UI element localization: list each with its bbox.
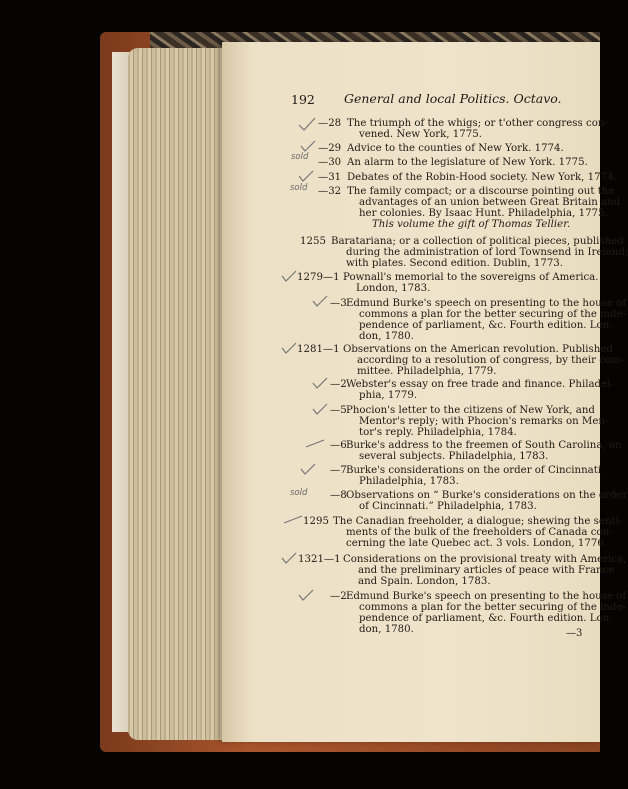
entry-line: Burke's address to the freemen of South Carolina, on [346, 440, 622, 451]
pencil-check-icon [281, 270, 297, 282]
entry-number: 1295 [303, 516, 329, 527]
entry-line: with plates. Second edition. Dublin, 1773. [346, 258, 564, 269]
entry-line: advantages of an union between Great Britain and [359, 197, 621, 208]
pencil-sold-note: sold [290, 183, 308, 193]
entry-number: —29 [318, 143, 342, 154]
entry-line: Pownall's memorial to the sovereigns of America. [343, 272, 599, 283]
pencil-check-icon [312, 377, 328, 389]
entry-number: —6 [330, 440, 347, 451]
entry-line: The family compact; or a discourse pointing out the [347, 186, 615, 197]
entry-line: several subjects. Philadelphia, 1783. [359, 451, 549, 462]
entry-line: Observations on “ Burke's considerations on the order [346, 490, 628, 501]
pencil-check-icon [298, 589, 314, 601]
entry-line: Observations on the American revolution. Published [343, 344, 613, 355]
entry-number: —7 [330, 465, 347, 476]
entry-number: —30 [318, 157, 342, 168]
pencil-check-icon [281, 342, 297, 354]
entry-line: phia, 1779. [359, 390, 418, 401]
entry-line: during the administration of lord Townsend in Ireland; [346, 247, 628, 258]
entry-line: Debates of the Robin-Hood society. New York, 1774. [347, 172, 617, 183]
entry-line: vened. New York, 1775. [359, 129, 482, 140]
pencil-check-icon [312, 403, 328, 415]
entry-line: commons a plan for the better securing of the inde- [359, 309, 626, 320]
entry-number: —28 [318, 118, 342, 129]
pencil-check-icon [298, 117, 316, 131]
entry-line: mittee. Philadelphia, 1779. [357, 366, 497, 377]
entry-number: 1321—1 [298, 554, 341, 565]
entry-line: Webster's essay on free trade and finance. Philadel- [346, 379, 614, 390]
pencil-sold-note: sold [291, 152, 309, 162]
entry-line: according to a resolution of congress, by their com- [357, 355, 625, 366]
pencil-check-icon [305, 438, 325, 450]
entry-number: —5 [330, 405, 347, 416]
catchword: —3 [566, 628, 583, 639]
entry-line: Burke's considerations on the order of Cincinnati. [346, 465, 605, 476]
entry-line: The triumph of the whigs; or t'other congress con- [347, 118, 608, 129]
entry-line: Mentor's reply; with Phocion's remarks on Men- [359, 416, 609, 427]
entry-line: commons a plan for the better securing of the inde- [359, 602, 626, 613]
pencil-check-icon [312, 295, 328, 307]
page-title: General and local Politics. Octavo. [344, 91, 562, 106]
pencil-check-icon [283, 514, 303, 526]
entry-line: Phocion's letter to the citizens of New York, and [346, 405, 595, 416]
entry-line: pendence of parliament, &c. Fourth edition. Lon- [359, 320, 613, 331]
pencil-check-icon [298, 170, 314, 182]
pencil-check-icon [300, 463, 316, 475]
page-number: 192 [291, 92, 315, 107]
entry-number: 1279—1 [297, 272, 340, 283]
entry-line: tor's reply. Philadelphia, 1784. [359, 427, 517, 438]
entry-line: Edmund Burke's speech on presenting to the house of [346, 591, 627, 602]
entry-line: and Spain. London, 1783. [358, 576, 491, 587]
entry-number: 1281—1 [297, 344, 340, 355]
entry-number: —2 [330, 379, 347, 390]
entry-line: of Cincinnati.” Philadelphia, 1783. [359, 501, 537, 512]
entry-line: and the preliminary articles of peace with France [358, 565, 615, 576]
entry-line: pendence of parliament, &c. Fourth edition. Lon- [359, 613, 613, 624]
entry-line: The Canadian freeholder, a dialogue; shewing the senti- [333, 516, 623, 527]
entry-number: —8 [330, 490, 347, 501]
entry-number: —2 [330, 591, 347, 602]
entry-line: Considerations on the provisional treaty with America, [343, 554, 627, 565]
pencil-check-icon [281, 552, 297, 564]
entry-number: 1255 [300, 236, 326, 247]
entry-line: Advice to the counties of New York. 1774. [347, 143, 564, 154]
entry-line: cerning the late Quebec act. 3 vols. London, 1776. [346, 538, 608, 549]
pencil-sold-note: sold [290, 488, 308, 498]
entry-line: An alarm to the legislature of New York. 1775. [347, 157, 588, 168]
entry-line: her colonies. By Isaac Hunt. Philadelphia, 1775. [359, 208, 608, 219]
entry-line: Edmund Burke's speech on presenting to the house of [346, 298, 627, 309]
entry-number: —3 [330, 298, 347, 309]
entry-number: —31 [318, 172, 342, 183]
entry-line: London, 1783. [356, 283, 431, 294]
entry-line: Baratariana; or a collection of political pieces, published [331, 236, 624, 247]
entry-line: ments of the bulk of the freeholders of Canada con- [346, 527, 613, 538]
entry-number: —32 [318, 186, 342, 197]
entry-line: don, 1780. [359, 331, 414, 342]
entry-line: Philadelphia, 1783. [359, 476, 459, 487]
entry-line: don, 1780. [359, 624, 414, 635]
pencil-check-icon [300, 140, 316, 152]
entry-line: This volume the gift of Thomas Tellier. [372, 219, 571, 230]
